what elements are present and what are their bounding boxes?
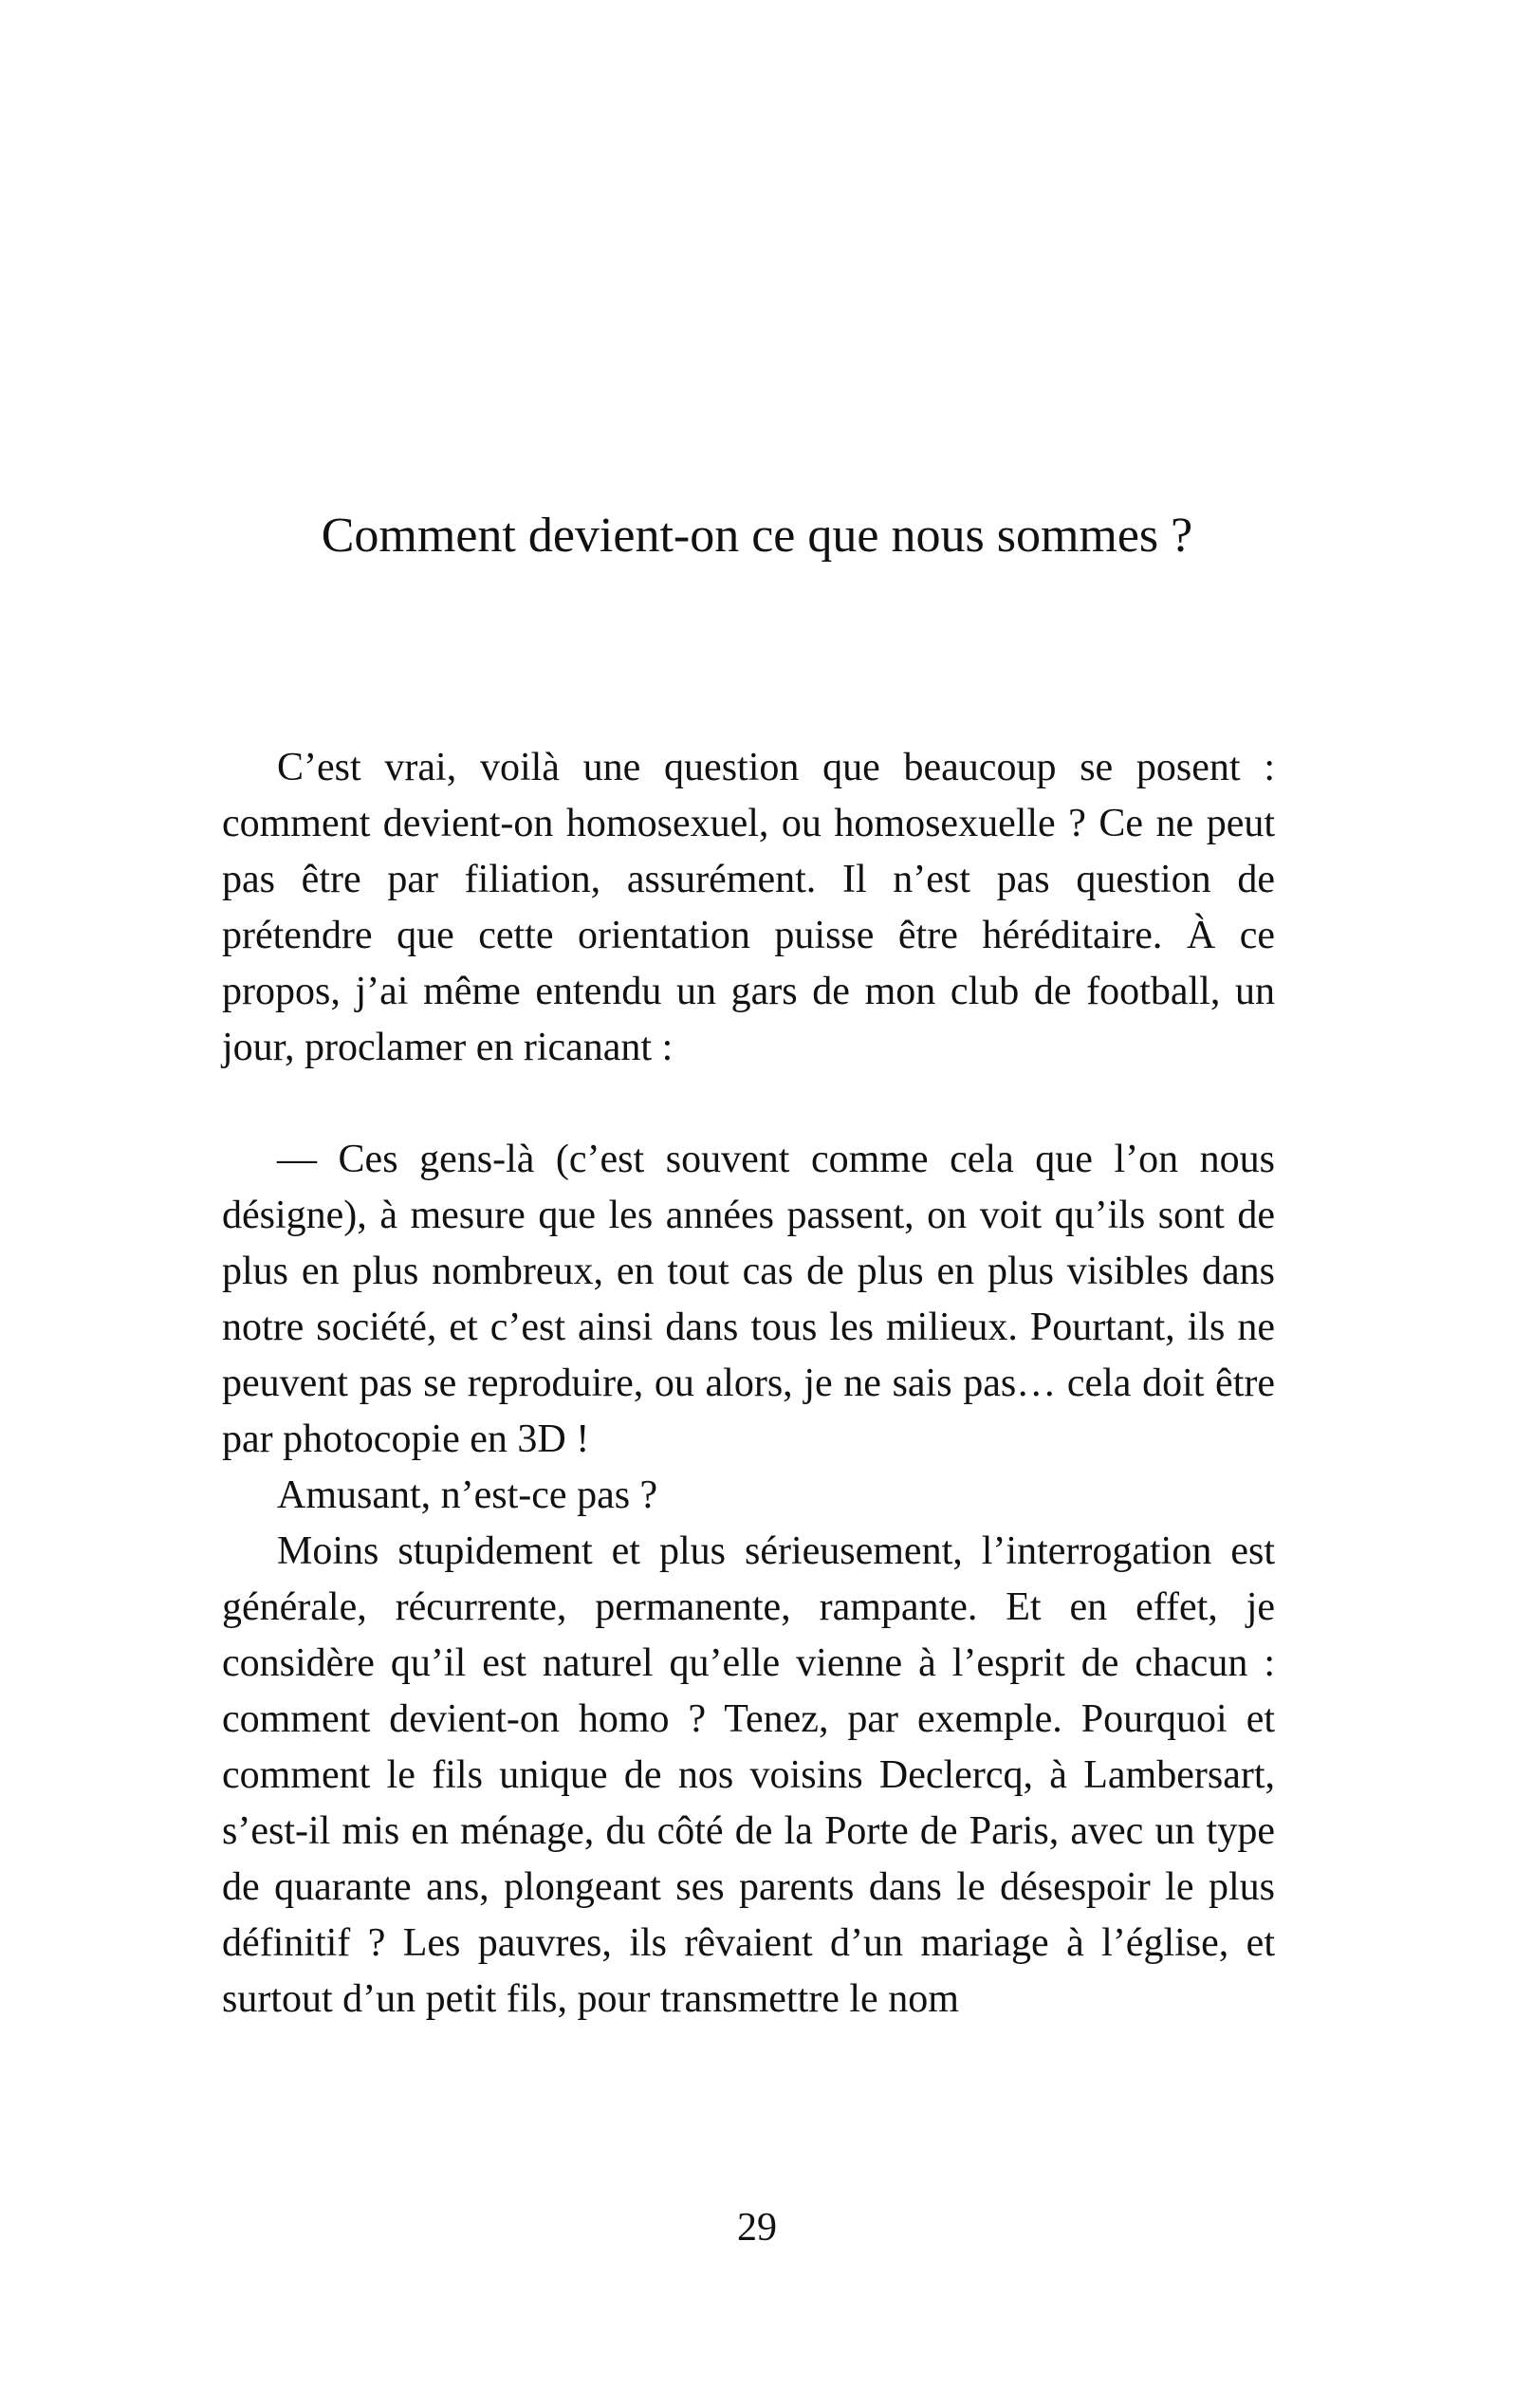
paragraph-amusant: Amusant, n’est-ce pas ? — [277, 1473, 658, 1517]
chapter-title: Comment devient-on ce que nous sommes ? — [321, 509, 1193, 563]
body-text — [222, 740, 1275, 2028]
page-number: 29 — [737, 2206, 777, 2250]
paragraph-reflection: Moins stupidement et plus sérieusement, l’interrogation est générale, récurrente, permanente, rampante. Et en effet, je considère qu’il est naturel qu’elle vienne à l’esprit de chacun : comment devient-on homo ? Tenez, par exemple. Pourquoi et comment le fils unique de nos voisins Declercq, à Lambersart, s’est-il mis en ménage, du côté de la Porte de Paris, avec un type de quarante ans, plongeant ses parents dans le désespoir le plus définitif ? Les pauvres, ils rêvaient d’un mariage à l’église, et surtout d’un petit fils, pour transmettre le nom — [222, 1529, 1275, 2021]
paragraph-intro: C’est vrai, voilà une question que beaucoup se posent : comment devient-on homosexuel, ou homosexuelle ? Ce ne peut pas être par filiation, assurément. Il n’est pas question de prétendre que cette orientation puisse être héréditaire. À ce propos, j’ai même entendu un gars de mon club de football, un jour, proclamer en ricanant : — [222, 746, 1275, 1069]
paragraph-quote: — Ces gens-là (c’est souvent comme cela que l’on nous désigne), à mesure que les années passent, on voit qu’ils sont de plus en plus nombreux, en tout cas de plus en plus visibles dans notre société, et c’est ainsi dans tous les milieux. Pourtant, ils ne peuvent pas se reproduire, ou alors, je ne sais pas… cela doit être par photocopie en 3D ! — [222, 1138, 1275, 1461]
